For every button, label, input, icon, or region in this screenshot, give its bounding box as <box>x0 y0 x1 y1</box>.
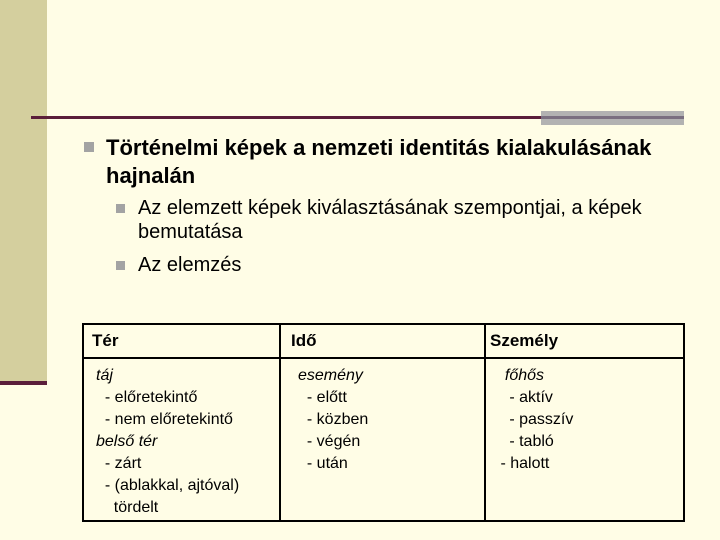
side-decoration-edge <box>0 381 47 385</box>
table-cell-line: táj <box>96 367 113 384</box>
table-header-szemely: Személy <box>490 331 559 350</box>
table-cell-line: - aktív <box>496 389 553 406</box>
table-cell-line: esemény <box>298 367 363 384</box>
table-header-ter: Tér <box>92 331 119 350</box>
table-cell-line: főhős <box>496 367 545 384</box>
side-decoration-bar <box>0 0 47 384</box>
bullet-square-icon <box>84 142 94 152</box>
table-cell-line: - passzív <box>496 411 574 428</box>
table-header-ido: Idő <box>291 331 317 350</box>
analysis-table <box>82 323 685 522</box>
table-cell-line: - zárt <box>96 455 142 472</box>
sub-bullet-2: Az elemzés <box>138 254 242 276</box>
main-bullet-heading: Történelmi képek a nemzeti identitás kialakulásának hajnalán <box>106 135 652 188</box>
table-cell-line: - nem előretekintő <box>96 411 233 428</box>
table-cell-line: - után <box>298 455 348 472</box>
table-cell-line: - végén <box>298 433 361 450</box>
table-divider <box>279 325 281 520</box>
table-column-ido <box>298 365 368 475</box>
table-cell-line: - előtt <box>298 389 347 406</box>
table-cell-line: tördelt <box>96 499 159 516</box>
table-header-rule <box>84 357 683 359</box>
bullet-square-icon <box>116 261 125 270</box>
bullet-square-icon <box>116 204 125 213</box>
table-cell-line: - halott <box>496 455 550 472</box>
table-cell-line: - előretekintő <box>96 389 198 406</box>
table-divider <box>484 325 486 520</box>
table-cell-line: - tabló <box>496 433 554 450</box>
table-cell-line: - (ablakkal, ajtóval) <box>96 477 240 494</box>
title-rule-accent-line <box>541 116 684 119</box>
table-cell-line: - közben <box>298 411 369 428</box>
sub-bullet-1: Az elemzett képek kiválasztásának szempontjai, a képek bemutatása <box>138 197 642 243</box>
table-column-ter <box>96 365 239 519</box>
title-rule <box>31 116 542 119</box>
table-column-szemely <box>496 365 573 475</box>
table-cell-line: belső tér <box>96 433 158 450</box>
